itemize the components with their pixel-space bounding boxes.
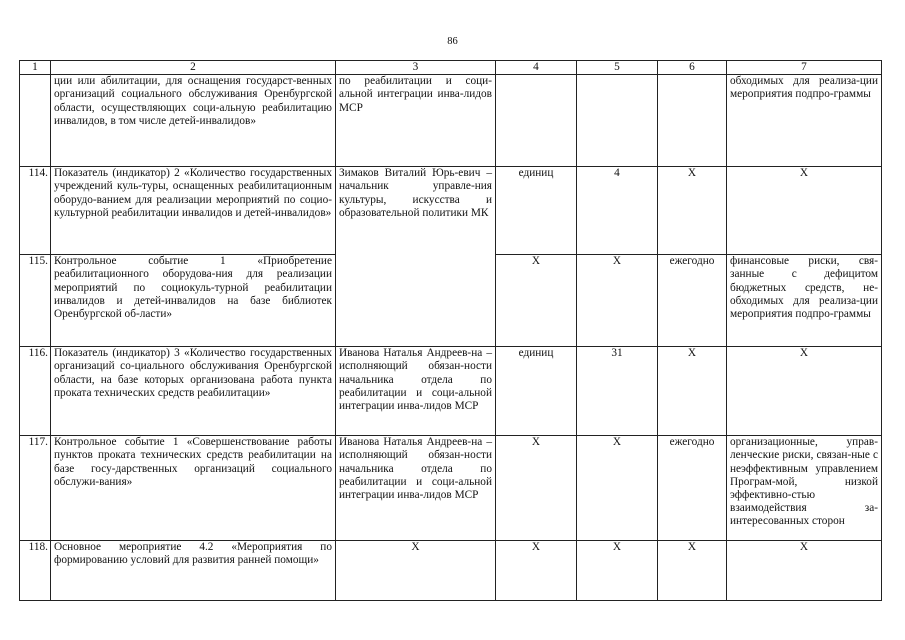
risks: X [727, 541, 882, 601]
event-name: Показатель (индикатор) 2 «Количество государственных учреждений куль-туры, оснащенных реабилитационным оборудо-ванием для реализации мероприятий по социо-культурной реабилитации инвалидов и детей-инвалидов» [51, 167, 336, 255]
event-name: ции или абилитации, для оснащения государст-венных организаций социального обслуживания Оренбургской области, осуществляющих соци-альную реабилитацию инвалидов, в том числе детей-инвалидов» [51, 75, 336, 167]
risks: обходимых для реализа-ции мероприятия подпро-граммы [727, 75, 882, 167]
period: X [658, 347, 727, 436]
period: ежегодно [658, 255, 727, 347]
row-number: 116. [20, 347, 51, 436]
responsible-person: X [336, 541, 496, 601]
col-header-7: 7 [727, 61, 882, 75]
row-number: 114. [20, 167, 51, 255]
col-header-2: 2 [51, 61, 336, 75]
table-row [20, 167, 882, 255]
risks: организационные, управ-ленческие риски, связан-ные с неэффективным управлением Програм-мой, низкой эффективно-стью взаимодействия за-интересованных сторон [727, 436, 882, 541]
program-table [19, 60, 882, 601]
risks: финансовые риски, свя-занные с дефицитом бюджетных средств, не-обходимых для реализа-ции мероприятия подпро-граммы [727, 255, 882, 347]
value: 31 [577, 347, 658, 436]
risks: X [727, 347, 882, 436]
unit [496, 75, 577, 167]
row-number: 115. [20, 255, 51, 347]
unit: X [496, 255, 577, 347]
period: ежегодно [658, 436, 727, 541]
table-row [20, 75, 882, 167]
row-number: 118. [20, 541, 51, 601]
unit: X [496, 436, 577, 541]
period [658, 75, 727, 167]
value: X [577, 255, 658, 347]
risks: X [727, 167, 882, 255]
table-row [20, 436, 882, 541]
table-row [20, 541, 882, 601]
col-header-3: 3 [336, 61, 496, 75]
period: X [658, 167, 727, 255]
row-number: 117. [20, 436, 51, 541]
event-name: Показатель (индикатор) 3 «Количество государственных организаций со-циального обслуживания Оренбургской области, на базе которых организована работа пункта проката технических средств реабилитации» [51, 347, 336, 436]
col-header-5: 5 [577, 61, 658, 75]
column-number-row [20, 61, 882, 75]
event-name: Контрольное событие 1 «Совершенствование работы пунктов проката технических средств реабилитации на базе госу-дарственных организаций социального обслужи-вания» [51, 436, 336, 541]
unit: единиц [496, 167, 577, 255]
responsible-person: по реабилитации и соци-альной интеграции инва-лидов МСР [336, 75, 496, 167]
unit: единиц [496, 347, 577, 436]
value [577, 75, 658, 167]
table-row [20, 347, 882, 436]
col-header-4: 4 [496, 61, 577, 75]
value: 4 [577, 167, 658, 255]
period: X [658, 541, 727, 601]
event-name: Основное мероприятие 4.2 «Мероприятия по формированию условий для развития ранней помощи» [51, 541, 336, 601]
responsible-person: Иванова Наталья Андреев-на – исполняющий обязан-ности начальника отдела по реабилитации и соци-альной интеграции инва-лидов МСР [336, 347, 496, 436]
value: X [577, 541, 658, 601]
value: X [577, 436, 658, 541]
responsible-person: Иванова Наталья Андреев-на – исполняющий обязан-ности начальника отдела по реабилитации и соци-альной интеграции инва-лидов МСР [336, 436, 496, 541]
page-number: 86 [447, 36, 458, 47]
responsible-person: Зимаков Виталий Юрь-евич – начальник управле-ния культуры, искусства и образовательной политики МК [336, 167, 496, 347]
row-number [20, 75, 51, 167]
unit: X [496, 541, 577, 601]
col-header-1: 1 [20, 61, 51, 75]
event-name: Контрольное событие 1 «Приобретение реабилитационного оборудова-ния для реализации мероприятий по социокуль-турной реабилитации инвалидов и детей-инвалидов на базе библиотек Оренбургской об-ласти» [51, 255, 336, 347]
col-header-6: 6 [658, 61, 727, 75]
